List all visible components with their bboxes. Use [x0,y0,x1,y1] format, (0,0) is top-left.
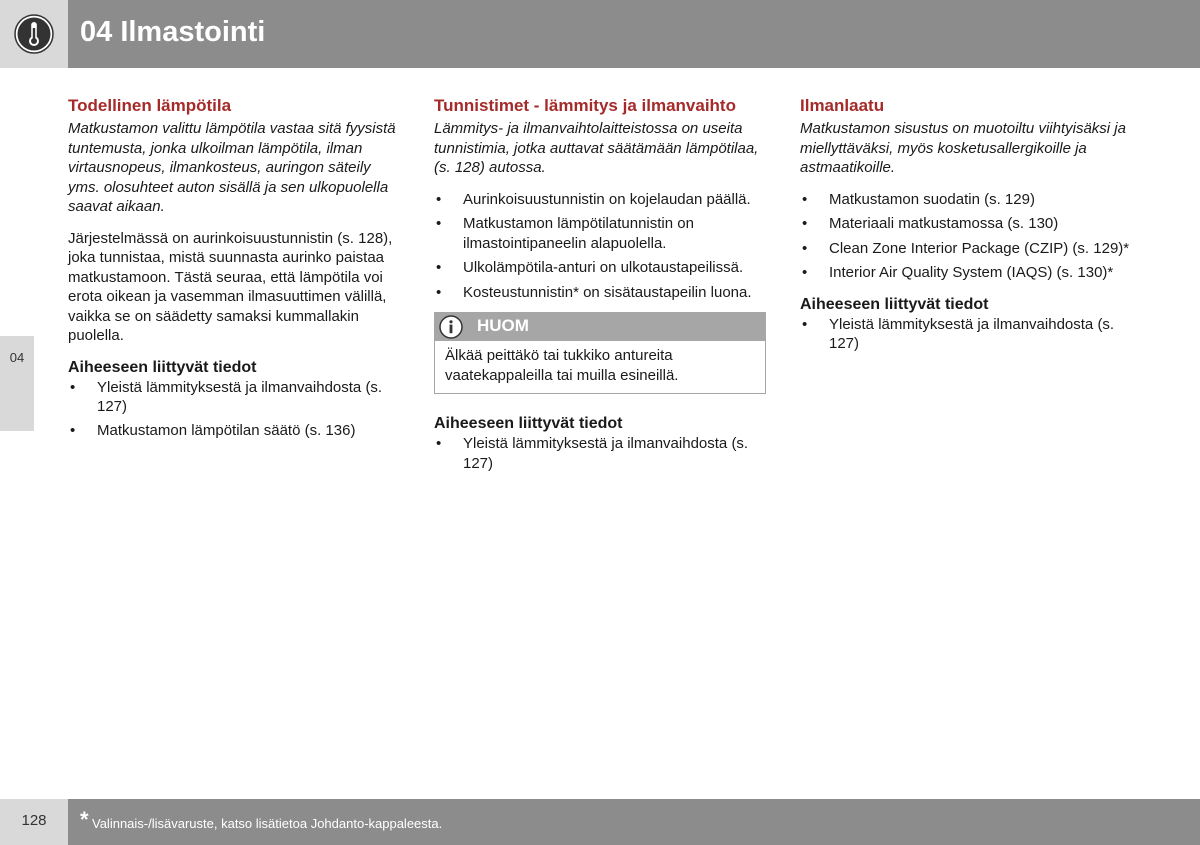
footnote-text: Valinnais-/lisävaruste, katso lisätietoa Johdanto-kappaleesta. [92,816,443,831]
chapter-tab-label: 04 [9,350,25,365]
list-item: • Aurinkoisuustunnistin on kojelaudan päällä. [434,190,766,210]
section-heading: Tunnistimet - lämmitys ja ilmanvaihto [434,96,736,115]
list-item[interactable]: • Matkustamon suodatin (s. 129) [800,190,1132,210]
section-intro: Lämmitys- ja ilmanvaihtolaitteistossa on useita tunnistimia, jotka auttavat säätämään lämpötilaa, (s. 128) autossa. [434,120,759,176]
air-quality-list [800,190,1132,283]
list-item[interactable]: • Clean Zone Interior Package (CZIP) (s. 129)* [800,239,1132,259]
chapter-tab [0,336,34,431]
column-air-quality [800,95,1132,358]
related-link[interactable]: • Yleistä lämmityksestä ja ilmanvaihdosta (s. 127) [68,378,400,417]
related-link[interactable]: • Yleistä lämmityksestä ja ilmanvaihdosta (s. 127) [434,434,766,473]
related-list [434,434,766,473]
note-header [435,313,765,341]
section-paragraph: Järjestelmässä on aurinkoisuustunnistin (s. 128), joka tunnistaa, mistä suunnasta aurinko paistaa matkustamoon. Tästä seuraa, että lämpötila voi erota oikean ja vasemman ilmasuuttimen välillä, vaikka se on säädetty samaksi kummallakin puolella. [68,229,393,344]
chapter-title: 04 Ilmastointi [80,16,266,48]
related-list [800,315,1132,354]
thermometer-icon [14,14,54,54]
column-sensors [434,95,766,477]
info-icon [439,315,463,339]
list-item: • Kosteustunnistin* on sisätaustapeilin luona. [434,283,766,303]
section-heading: Ilmanlaatu [800,96,885,115]
related-link[interactable]: • Matkustamon lämpötilan säätö (s. 136) [68,421,400,441]
section-intro: Matkustamon valittu lämpötila vastaa sitä fyysistä tuntemusta, jonka ulkoilman lämpötila, ilman virtausnopeus, ilmankosteus, auringon säteily yms. olosuhteet auton sisällä ja sen ulkopuolella saavat aikaan. [68,120,396,215]
header-bar [68,0,1200,68]
related-link[interactable]: • Yleistä lämmityksestä ja ilmanvaihdosta (s. 127) [800,315,1132,354]
related-heading: Aiheeseen liittyvät tiedot [68,358,257,376]
list-item: • Matkustamon lämpötilatunnistin on ilmastointipaneelin alapuolella. [434,214,766,253]
sensor-list [434,190,766,303]
note-title: HUOM [477,316,529,335]
column-actual-temperature [68,95,400,444]
note-text: Älkää peittäkö tai tukkiko antureita vaatekappaleilla tai muilla esineillä. [445,347,679,384]
related-heading: Aiheeseen liittyvät tiedot [800,295,989,313]
section-heading: Todellinen lämpötila [68,96,232,115]
list-item[interactable]: • Materiaali matkustamossa (s. 130) [800,214,1132,234]
footer-bar [68,799,1200,845]
related-heading: Aiheeseen liittyvät tiedot [434,415,623,432]
section-intro: Matkustamon sisustus on muotoiltu viihtyisäksi ja miellyttäväksi, myös kosketusallergikoille ja astmaatikoille. [800,120,1126,176]
note-box [434,312,766,394]
page-number: 128 [21,812,47,829]
header-icon-panel [0,0,68,68]
list-item: • Ulkolämpötila-anturi on ulkotaustapeilissä. [434,258,766,278]
list-item[interactable]: • Interior Air Quality System (IAQS) (s. 130)* [800,263,1132,283]
footnote-star: * [80,807,89,832]
footer-page-panel [0,799,68,845]
related-list [68,378,400,441]
